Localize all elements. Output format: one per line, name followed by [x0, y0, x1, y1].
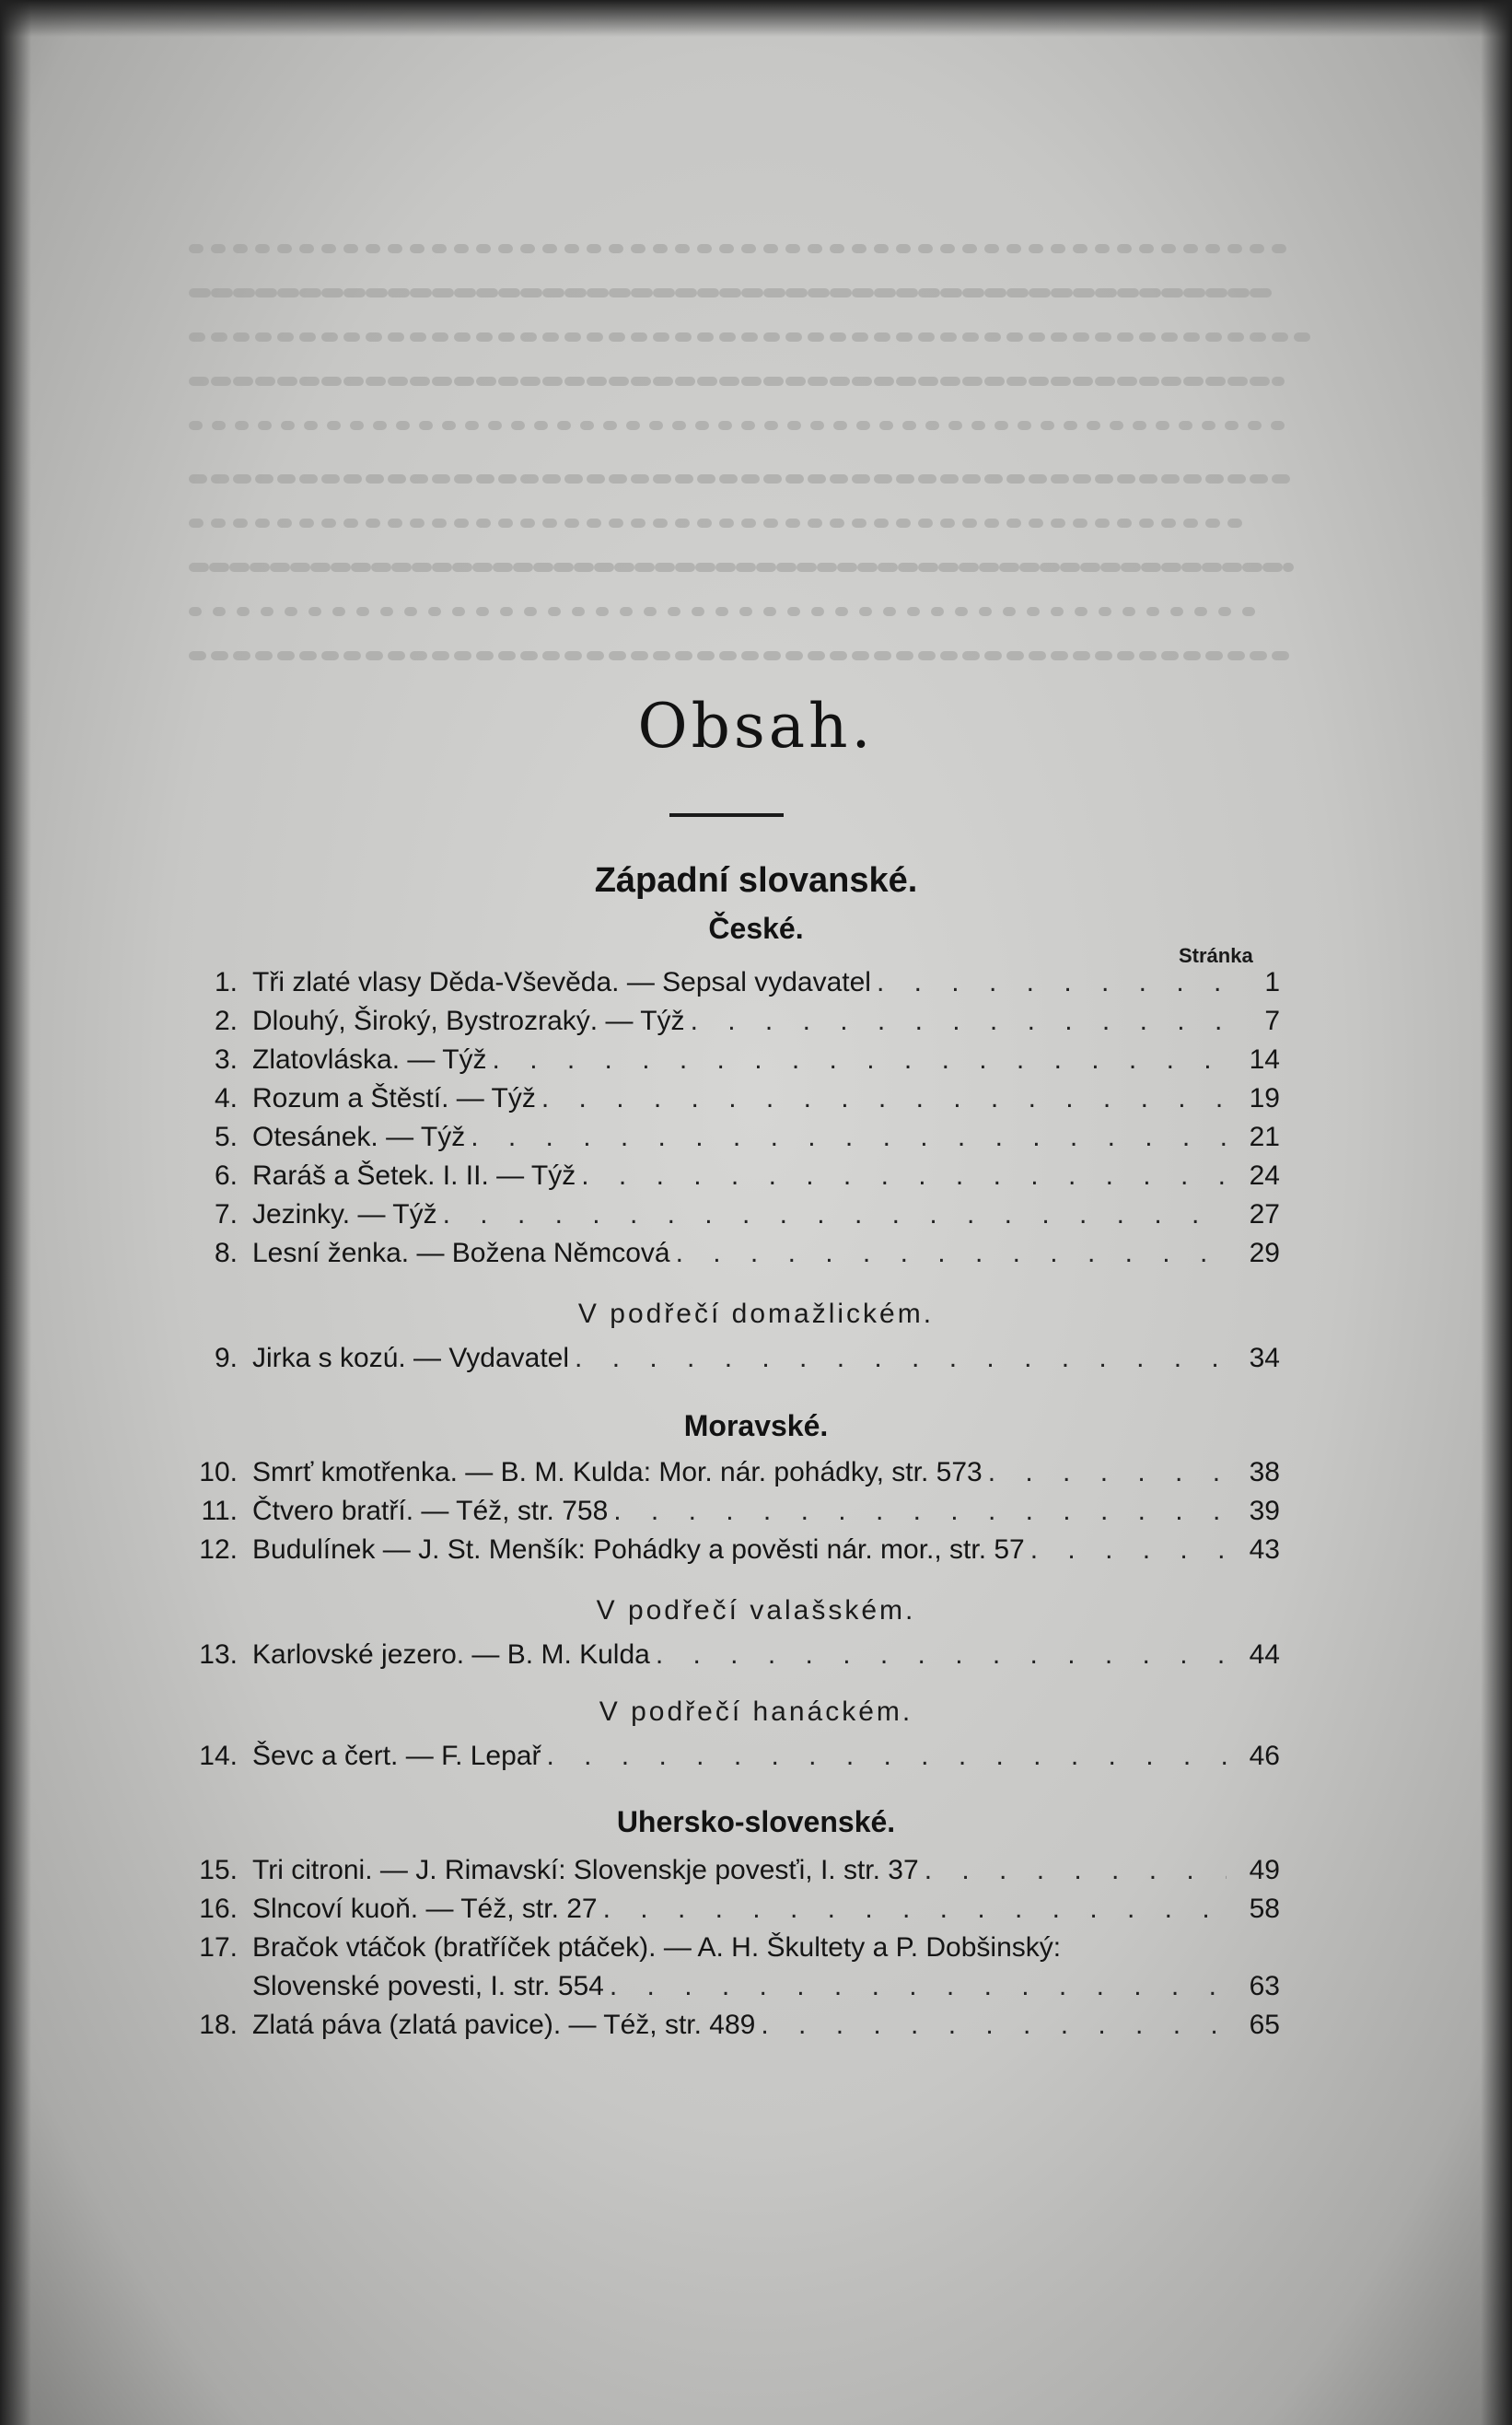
dot-leader: [691, 1006, 1227, 1037]
dot-leader: [613, 1496, 1227, 1527]
entry-number: 15.: [199, 1855, 238, 1885]
dot-leader: [581, 1160, 1227, 1192]
toc-entry: [184, 1160, 1280, 1199]
toc-entry: [184, 1496, 1280, 1534]
entry-page: 38: [1249, 1457, 1280, 1487]
dot-leader: [541, 1083, 1227, 1114]
entry-page: 44: [1249, 1639, 1280, 1670]
dot-leader: [925, 1855, 1227, 1886]
entry-title: Raráš a Šetek. I. II. — Týž: [252, 1160, 576, 1191]
dot-leader: [471, 1122, 1227, 1153]
entry-number: 2.: [214, 1006, 238, 1036]
section-heading-moravian: Moravské.: [683, 1409, 829, 1442]
entry-number: 9.: [214, 1343, 238, 1373]
toc-entry: [184, 1894, 1280, 1932]
entry-title: Zlatovláska. — Týž: [252, 1044, 487, 1075]
section-heading-west-slavic: Západní slovanské.: [594, 861, 918, 900]
entry-page: 21: [1249, 1122, 1280, 1152]
dot-leader: [603, 1894, 1227, 1925]
entry-number: 5.: [214, 1122, 238, 1152]
toc-entry: [184, 1083, 1280, 1122]
dialect-heading-valasske: V podřečí valašském.: [596, 1595, 916, 1626]
entry-title: Karlovské jezero. — B. M. Kulda: [252, 1639, 650, 1670]
entry-title: Dlouhý, Široký, Bystrozraký. — Týž: [252, 1006, 685, 1036]
toc-entry: [184, 1639, 1280, 1678]
entry-page: 65: [1249, 2010, 1280, 2040]
entry-title: Čtvero bratří. — Též, str. 758: [252, 1496, 609, 1526]
entry-title: Tri citroni. — J. Rimavskí: Slovenskje povesťi, I. str. 37: [252, 1855, 919, 1885]
toc-entry: [184, 1238, 1280, 1277]
entry-title: Jezinky. — Týž: [252, 1199, 437, 1230]
entry-number: 3.: [214, 1044, 238, 1075]
title-rule: [669, 813, 784, 817]
toc-entry: [184, 1199, 1280, 1238]
entry-page: 19: [1249, 1083, 1280, 1113]
entry-number: 8.: [214, 1238, 238, 1268]
dot-leader: [676, 1238, 1227, 1269]
entry-page: 63: [1249, 1971, 1280, 2001]
entry-page: 7: [1264, 1006, 1280, 1036]
toc-entry: [184, 1006, 1280, 1044]
entry-title: Slovenské povesti, I. str. 554: [252, 1971, 604, 2001]
entry-number: 10.: [199, 1457, 238, 1487]
toc-entry: [184, 967, 1280, 1006]
entry-page: 1: [1264, 967, 1280, 997]
entry-page: 43: [1249, 1534, 1280, 1565]
dot-leader: [575, 1343, 1227, 1374]
section-heading-czech: České.: [708, 912, 804, 945]
toc-entry: [184, 1932, 1280, 1971]
dot-leader: [1030, 1534, 1227, 1566]
toc-entry: [184, 1741, 1280, 1779]
section-heading-hungarian-slovak: Uhersko-slovenské.: [616, 1805, 896, 1838]
page-column-label: Stránka: [1179, 944, 1253, 967]
entry-title: Ševc a čert. — F. Lepař: [252, 1741, 541, 1771]
entry-page: 58: [1249, 1894, 1280, 1924]
toc-entry-continuation: [252, 1971, 1280, 2010]
dot-leader: [546, 1741, 1227, 1772]
entry-title: Otesánek. — Týž: [252, 1122, 466, 1152]
dot-leader: [988, 1457, 1227, 1488]
entry-number: 4.: [214, 1083, 238, 1113]
entry-title: Smrť kmotřenka. — B. M. Kulda: Mor. nár. pohádky, str. 573: [252, 1457, 983, 1487]
entry-number: 1.: [214, 967, 238, 997]
dot-leader: [877, 967, 1227, 998]
entry-number: 14.: [199, 1741, 238, 1771]
entry-page: 39: [1249, 1496, 1280, 1526]
toc-entry: [184, 1534, 1280, 1573]
entry-page: 29: [1249, 1238, 1280, 1268]
entry-number: 17.: [199, 1932, 238, 1963]
entry-page: 46: [1249, 1741, 1280, 1771]
toc-entry: [184, 1122, 1280, 1160]
entry-number: 18.: [199, 2010, 238, 2040]
page-title: Obsah.: [637, 691, 875, 762]
entry-page: 14: [1249, 1044, 1280, 1075]
toc-entry: [184, 1044, 1280, 1083]
bleed-through-texture: [0, 0, 1512, 700]
dot-leader: [761, 2010, 1227, 2041]
entry-page: 24: [1249, 1160, 1280, 1191]
toc-entry: [184, 1343, 1280, 1382]
entry-number: 11.: [201, 1496, 238, 1526]
entry-title: Lesní ženka. — Božena Němcová: [252, 1238, 670, 1268]
dot-leader: [443, 1199, 1227, 1230]
entry-number: 12.: [199, 1534, 238, 1565]
toc-entry: [184, 1855, 1280, 1894]
entry-title: Bračok vtáčok (bratříček ptáček). — A. H. Škultety a P. Dobšinský:: [252, 1932, 1062, 1963]
entry-number: 6.: [214, 1160, 238, 1191]
dialect-heading-domazlice: V podřečí domažlickém.: [577, 1299, 935, 1329]
entry-page: 49: [1249, 1855, 1280, 1885]
toc-entry: [184, 1457, 1280, 1496]
entry-title: Slncoví kuoň. — Též, str. 27: [252, 1894, 598, 1924]
entry-page: 27: [1249, 1199, 1280, 1230]
entry-page: 34: [1249, 1343, 1280, 1373]
entry-title: Jirka s kozú. — Vydavatel: [252, 1343, 570, 1373]
dot-leader: [610, 1971, 1227, 2002]
dot-leader: [493, 1044, 1227, 1076]
toc-entry: [184, 2010, 1280, 2048]
entry-title: Rozum a Štěstí. — Týž: [252, 1083, 536, 1113]
entry-number: 13.: [199, 1639, 238, 1670]
entry-title: Budulínek — J. St. Menšík: Pohádky a pověsti nár. mor., str. 57: [252, 1534, 1025, 1565]
entry-number: 7.: [214, 1199, 238, 1230]
dot-leader: [656, 1639, 1227, 1671]
entry-number: 16.: [199, 1894, 238, 1924]
dialect-heading-hanacke: V podřečí hanáckém.: [599, 1696, 913, 1727]
entry-title: Zlatá páva (zlatá pavice). — Též, str. 489: [252, 2010, 756, 2040]
entry-title: Tři zlaté vlasy Děda-Vševěda. — Sepsal vydavatel: [252, 967, 871, 997]
